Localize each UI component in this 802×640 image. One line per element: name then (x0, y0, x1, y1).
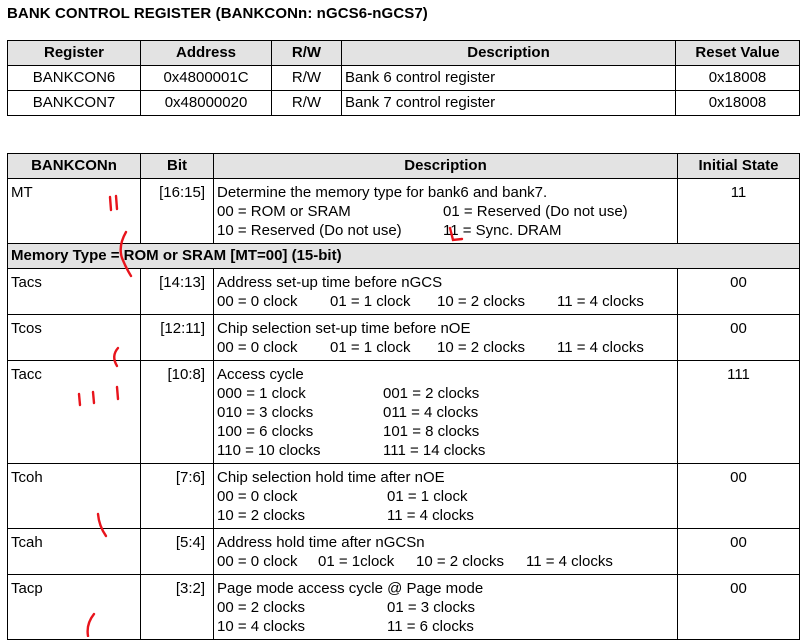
field-initial-state: 00 (678, 529, 800, 575)
desc-text: 011 = 4 clocks (383, 404, 479, 421)
desc-text: 10 = Reserved (Do not use) (217, 222, 402, 239)
table1-header-row (8, 41, 800, 66)
desc-text: 11 = 4 clocks (557, 293, 644, 310)
table-row (8, 315, 800, 361)
desc-line (217, 533, 674, 552)
table-row (8, 91, 800, 116)
field-name: Tacs (8, 269, 141, 315)
field-initial-state: 11 (678, 179, 800, 244)
desc-text: 00 = 0 clock (217, 293, 298, 310)
field-description (214, 529, 678, 575)
desc-text: 10 = 2 clocks (437, 339, 525, 356)
desc-text: 01 = Reserved (Do not use) (443, 203, 628, 220)
desc-text: 001 = 2 clocks (383, 385, 480, 402)
desc-line (217, 487, 674, 506)
desc-line (217, 617, 674, 636)
desc-line (217, 552, 674, 571)
desc-text: 00 = ROM or SRAM (217, 203, 351, 220)
register-reset-value: 0x18008 (676, 66, 800, 91)
field-initial-state: 00 (678, 269, 800, 315)
table-row (8, 361, 800, 464)
desc-text: 100 = 6 clocks (217, 423, 314, 440)
field-description (214, 315, 678, 361)
desc-text: Address set-up time before nGCS (217, 274, 443, 291)
field-bits: [3:2] (141, 575, 214, 640)
bitfield-table (7, 153, 800, 640)
table2-header: Initial State (678, 154, 800, 179)
register-description: Bank 7 control register (342, 91, 676, 116)
field-description (214, 361, 678, 464)
desc-text: Determine the memory type for bank6 and bank7. (217, 184, 548, 201)
desc-text: 00 = 2 clocks (217, 599, 305, 616)
desc-text: Address hold time after nGCSn (217, 534, 425, 551)
desc-text: 101 = 8 clocks (383, 423, 480, 440)
field-description (214, 464, 678, 529)
desc-text: 00 = 0 clock (217, 553, 298, 570)
desc-line (217, 338, 674, 357)
desc-text: 10 = 4 clocks (217, 618, 305, 635)
register-description: Bank 6 control register (342, 66, 676, 91)
table1-header: Register (8, 41, 141, 66)
desc-line (217, 403, 674, 422)
field-name: Tacc (8, 361, 141, 464)
table1-header: Description (342, 41, 676, 66)
table-row-mt (8, 179, 800, 244)
page-title: BANK CONTROL REGISTER (BANKCONn: nGCS6-nGCS7) (7, 5, 428, 22)
register-name: BANKCON6 (8, 66, 141, 91)
desc-line (217, 598, 674, 617)
table2-header: Description (214, 154, 678, 179)
register-name: BANKCON7 (8, 91, 141, 116)
desc-text: 01 = 1 clock (387, 488, 468, 505)
desc-text: 11 = 4 clocks (387, 507, 474, 524)
register-address: 0x48000020 (141, 91, 272, 116)
table-row (8, 575, 800, 640)
table-row (8, 464, 800, 529)
field-initial-state: 00 (678, 575, 800, 640)
desc-line (217, 365, 674, 384)
desc-line (217, 468, 674, 487)
desc-text: 10 = 2 clocks (217, 507, 305, 524)
field-initial-state: 00 (678, 315, 800, 361)
table-row (8, 529, 800, 575)
table2-header: Bit (141, 154, 214, 179)
desc-text: 01 = 1 clock (330, 293, 411, 310)
bitfield-rows (8, 269, 800, 640)
desc-text: Chip selection hold time after nOE (217, 469, 445, 486)
table1-header: R/W (272, 41, 342, 66)
field-initial-state: 00 (678, 464, 800, 529)
section-row (8, 244, 800, 269)
field-description (214, 269, 678, 315)
desc-text: 00 = 0 clock (217, 339, 298, 356)
desc-line (217, 292, 674, 311)
field-name: Tcah (8, 529, 141, 575)
field-bits: [16:15] (141, 179, 214, 244)
table2-header-row (8, 154, 800, 179)
field-bits: [7:6] (141, 464, 214, 529)
desc-text: 000 = 1 clock (217, 385, 306, 402)
field-initial-state: 111 (678, 361, 800, 464)
field-bits: [10:8] (141, 361, 214, 464)
table2-header: BANKCONn (8, 154, 141, 179)
field-description (214, 575, 678, 640)
desc-text: 111 = 14 clocks (383, 442, 486, 459)
register-rw: R/W (272, 91, 342, 116)
desc-text: 11 = 4 clocks (557, 339, 644, 356)
desc-line (217, 183, 674, 202)
desc-line (217, 579, 674, 598)
desc-line (217, 273, 674, 292)
field-bits: [5:4] (141, 529, 214, 575)
desc-line (217, 506, 674, 525)
table1-header: Reset Value (676, 41, 800, 66)
table1-header: Address (141, 41, 272, 66)
desc-line (217, 422, 674, 441)
table-row (8, 66, 800, 91)
field-name: Tcos (8, 315, 141, 361)
register-address-table (7, 40, 800, 116)
desc-line (217, 441, 674, 460)
desc-text: 11 = 4 clocks (526, 553, 613, 570)
desc-text: 01 = 1clock (318, 553, 395, 570)
desc-text: Access cycle (217, 366, 304, 383)
desc-text: Chip selection set-up time before nOE (217, 320, 471, 337)
desc-text: 010 = 3 clocks (217, 404, 314, 421)
desc-line (217, 221, 674, 240)
field-description (214, 179, 678, 244)
desc-text: 11 = 6 clocks (387, 618, 474, 635)
section-title: Memory Type = ROM or SRAM [MT=00] (15-bit) (8, 244, 800, 269)
desc-text: 10 = 2 clocks (437, 293, 525, 310)
register-reset-value: 0x18008 (676, 91, 800, 116)
field-bits: [14:13] (141, 269, 214, 315)
register-rw: R/W (272, 66, 342, 91)
desc-text: 01 = 3 clocks (387, 599, 475, 616)
desc-text: 00 = 0 clock (217, 488, 298, 505)
field-name: Tcoh (8, 464, 141, 529)
field-name: MT (8, 179, 141, 244)
desc-line (217, 202, 674, 221)
desc-text: 01 = 1 clock (330, 339, 411, 356)
field-bits: [12:11] (141, 315, 214, 361)
desc-line (217, 384, 674, 403)
desc-text: 110 = 10 clocks (217, 442, 321, 459)
desc-text: 10 = 2 clocks (416, 553, 504, 570)
field-name: Tacp (8, 575, 141, 640)
desc-line (217, 319, 674, 338)
desc-text: 11 = Sync. DRAM (443, 222, 562, 239)
register-address: 0x4800001C (141, 66, 272, 91)
table-row (8, 269, 800, 315)
desc-text: Page mode access cycle @ Page mode (217, 580, 484, 597)
